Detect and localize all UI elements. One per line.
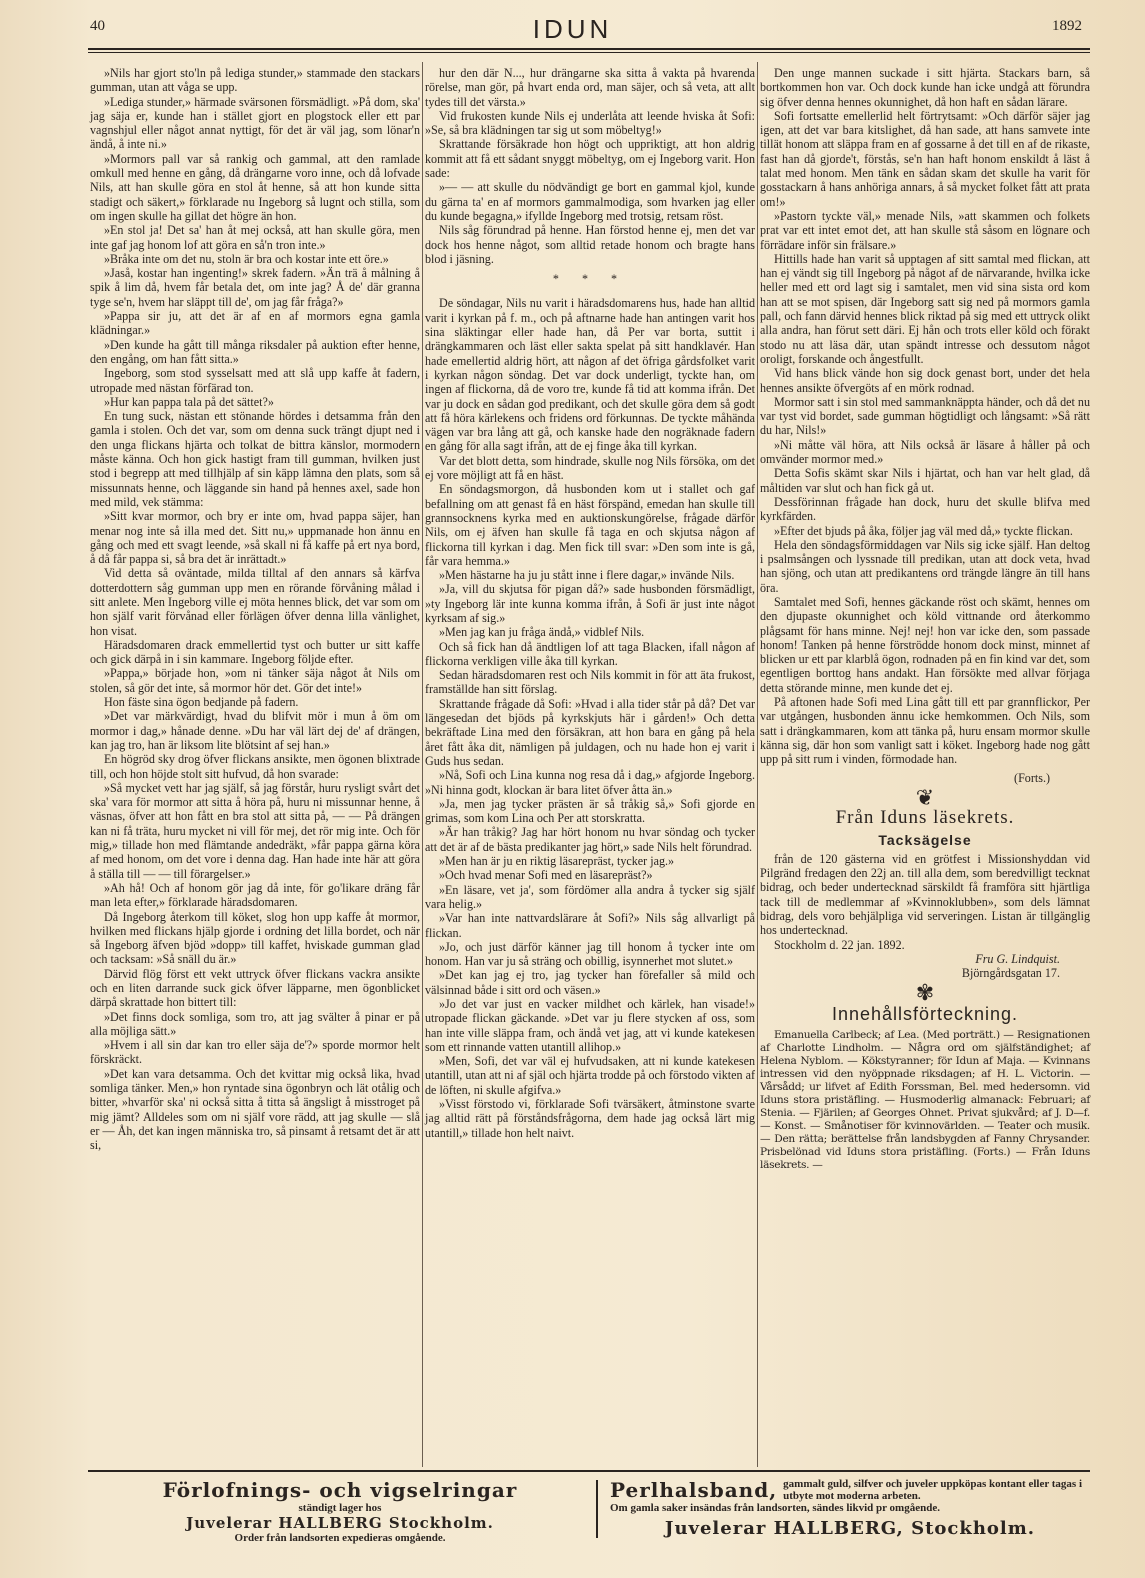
paragraph: »Men jag kan ju fråga ändå,» vidblef Nils.	[439, 625, 645, 640]
middle-column-top	[425, 66, 755, 266]
story-continuation	[760, 66, 1090, 767]
paragraph: »Hvem i all sin dar kan tro eller säja de'?» sporde mormor helt förskräckt.	[90, 1038, 420, 1067]
paragraph: »Så mycket vett har jag själf, så jag förstår, huru rysligt svårt det ska' vara för mormor att sitta å höra på, huru ni missunnar henne, å väsnas, öfver att hon fått en bra stol att sitta på, — — På drängen kan ni få träta, huru mycket ni vill för mej, det rör mig inte. Och för mig,» tillade hon med flämtande andedräkt, »får pappa gärna köra af med honom, om det vore i denna dag. Han hade inte här att göra å ställa till — — till förargelser.»	[90, 780, 420, 881]
paragraph: »Och hvad menar Sofi med en läsarepräst?»	[439, 868, 653, 883]
paragraph: »Jo det var just en vacker mildhet och kärlek, han visade!» utropade flickan gäckande. »Det var ju flere stycken af oss, som han inte ville släppa fram, och ändå vet jag, att vi kunde katekesen som ett rinnande vatten utantill allihop.»	[425, 997, 755, 1054]
paragraph: »Men han är ju en riktig läsarepräst, tycker jag.»	[439, 854, 675, 869]
paragraph: hur den där N..., hur drängarne ska sitta å vakta på hvarenda rörelse, man gör, på hvart enda ord, man säjer, och så veta, att allt tydes till det värsta.»	[425, 66, 755, 109]
paragraph: En högröd sky drog öfver flickans ansikte, men ögonen blixtrade till, och hon höjde stolt sitt hufvud, då hon svarade:	[90, 752, 420, 781]
paragraph: »Ja, men jag tycker prästen är så tråkig så,» Sofi gjorde en grimas, som kom Lina och Per att storskratta.	[425, 796, 755, 826]
advertisement-rings	[90, 1478, 590, 1544]
ornament-icon: ❦	[915, 784, 935, 810]
paragraph: »Jaså, kostar han ingenting!» skrek fadern. »Än trä å målning å spik å lim då, hvem får betala det, om inte jag? Å de' där granna tyge se'n, hvem har släppt till de', om jag får fråga?»	[90, 266, 420, 309]
paragraph: Nils såg förundrad på henne. Han förstod henne ej, men det var dock hos henne något, som alltid retade honom och bragte hans blod i jäsning.	[425, 223, 755, 266]
paragraph: Ingeborg, som stod sysselsatt med att slå upp kaffe åt fadern, utropade med nästan förfärad ton.	[90, 366, 420, 395]
paragraph: »Jo, och just därför känner jag till honom å tycker inte om honom. Han var ju så sträng och obillig, isynnerhet mot slutet.»	[425, 939, 755, 969]
ad-text: ständigt lager hos	[298, 1502, 382, 1514]
left-column	[90, 66, 420, 1153]
paragraph: En tung suck, nästan ett stönande hördes i detsamma från den gamla i stolen. Och det var, som om denna suck trängt djupt ned i den unga flickans hjärta och tolkat de bittra känslor, mormodern måste känna. Och hon gick hastigt fram till gumman, hvilken just stod i begrepp att med tillhjälp af sin käpp lämna den plats, som så missunnats henne, och läggande sin hand på hennes axel, sade hon med mild, vek stämma:	[90, 409, 420, 509]
paragraph: De söndagar, Nils nu varit i häradsdomarens hus, hade han alltid varit i kyrkan på f. m., och på aftnarne hade han antingen varit hos sina släktingar eller hade han, då Per var borta, suttit i drängkammaren och läst eller sakta spelat på sitt handklavér. Han hade emellertid aldrig hört, att någon af det öfriga gårdsfolket varit i kyrkan någon söndag. Det var dock underligt, tyckte han, om ingen af flickorna, då de voro tre, kunde få tid att komma ifrån. Det var ju dock en sådan god predikant, och det skulle göra dem så godt att få höra kärlekens och fridens ord förkunnas. De tyckte måhända vägen var bra lång att gå, och kanske hade den nogräknade fadern en gång för alla sagt ifrån, att de ej finge åka till kyrkan.	[425, 296, 755, 454]
column-divider	[422, 62, 423, 1467]
paragraph: Då Ingeborg återkom till köket, slog hon upp kaffe åt mormor, hvilken med flickans hjälp gjorde i ordning det lilla bordet, och när så Ingeborg äfven bjöd »dopp» till kaffet, hviskade gumman glad och tacksam: »Så snäll du är.»	[90, 909, 420, 967]
paragraph: Hittills hade han varit så upptagen af sitt samtal med flickan, att han ej vändt sig till Ingeborg på något af de närvarande, hvilka icke heller med ett ord lagt sig i samtalet, men vid sina sista ord kom han att se mot spisen, där Ingeborg satt sig ned på mormors gamla pall, och fann därvid hennes blick riktad på sig med ett uttryck olikt alla andra, han förut sett däri. Ej hån och trots eller köld och förakt stodo nu att läsa där, utan spändt intresse och dessutom något oroligt, forskande och ångestfullt.	[760, 251, 1090, 366]
paragraph: »— — att skulle du nödvändigt ge bort en gammal kjol, kunde du gärna ta' en af mormors gammalmodiga, som hvarken jag eller du kunde begagna,» ifyllde Ingeborg med trotsig, retsam röst.	[425, 180, 755, 223]
paragraph: »Sitt kvar mormor, och bry er inte om, hvad pappa säjer, han menar nog inte så illa med det. Sitt nu,» uppmanade hon ännu en gång och med ett svagt leende, »så skall ni få kaffe på ert nya bord, å då får pappa si, så bra det är inrättadt.»	[90, 509, 420, 567]
paragraph: »Ni måtte väl höra, att Nils också är läsare å håller på och omvänder mormor med.»	[760, 437, 1090, 467]
middle-column-bottom	[425, 296, 755, 1140]
thanks-body: från de 120 gästerna vid en grötfest i Missionshyddan vid Pilgränd fredagen den 22j an. till alla dem, som beredvilligt tecknat bidrag, och beder undertecknad särskildt få framföra sitt hjärtliga tack till de medlemmar af »Kvinnoklubben», som dels lämnat bidrag, dels voro behjälpliga vid serveringen. Listan är tillgänglig hos undertecknad.	[760, 851, 1090, 938]
paragraph: Vid hans blick vände hon sig dock genast bort, under det hela hennes ansikte öfvergöts af en mörk rodnad.	[760, 366, 1090, 395]
paragraph: »Pappa sir ju, att det är af en af mormors egna gamla klädningar.»	[90, 309, 420, 338]
paragraph: »Det kan vara detsamma. Och det kvittar mig också lika, hvad somliga tänker. Men,» hon ryntade sina ögonbryn och lät otålig och bitter, »hvarför ska' ni också sitta å titta så ängsligt å misstroget på mig jämt? Alldeles som om ni själf vore rädd, att jag skulle — slå er — Åh, det kan ingen människa tro, så pinsamt å retsamt det är att si,	[90, 1066, 420, 1153]
ad-jeweler: Juvelerar HALLBERG, Stockholm.	[664, 1518, 1036, 1539]
contents-heading: Innehållsförteckning.	[831, 1003, 1019, 1024]
floral-ornament-icon: ✾	[915, 980, 935, 1006]
paragraph: Skrattande försäkrade hon högt och uppriktigt, att hon aldrig kommit att få ett sådant snyggt möbeltyg, om ej Ingeborg varit. Hon sade:	[425, 137, 755, 181]
middle-column	[425, 66, 755, 1140]
paragraph: »Det var märkvärdigt, hvad du blifvit mör i mun å öm om mormor i dag,» hånade denne. »Du har väl lärt dej de' af drängen, kan jag tro, han är liksom lite blötsint af sej han.»	[90, 709, 420, 752]
paragraph: »Var han inte nattvardslärare åt Sofi?» Nils såg allvarligt på flickan.	[425, 911, 755, 940]
paragraph: Vid frukosten kunde Nils ej underlåta att leende hviska åt Sofi: »Se, så bra klädningen tar sig ut som möbeltyg!»	[425, 108, 755, 138]
paragraph: Detta Sofis skämt skar Nils i hjärtat, och han var helt glad, då måltiden var slut och han fick gå ut.	[760, 466, 1090, 495]
ad-headline: Förlofnings- och vigselringar	[162, 1478, 518, 1502]
paragraph: Skrattande frågade då Sofi: »Hvad i alla tider står på då? Det var längesedan det bjöds på kyrkskjuts här i gården!» Och detta bekräftade Lina med den försäkran, att hon bara en gång på hela året fått åka dit, nämligen på juldagen, och nu hade hon ej varit i Guds hus sedan.	[425, 696, 755, 768]
paragraph: »Efter det bjuds på åka, följer jag väl med då,» tyckte flickan.	[774, 523, 1073, 538]
paragraph: Hela den söndagsförmiddagen var Nils sig icke själf. Han deltog i psalmsången och lyssnade till predikan, utan att dock veta, hvad han sjöng, och utan att predikantens ord trängde längre än till hans öra.	[760, 537, 1090, 595]
paragraph: Dessförinnan frågade han dock, huru det skulle blifva med kyrkfärden.	[760, 494, 1090, 524]
paragraph: Hon fäste sina ögon bedjande på fadern.	[104, 695, 299, 710]
paragraph: Den unge mannen suckade i sitt hjärta. Stackars barn, så bortkommen hon var. Och dock kunde han icke undgå att förundra sig öfver denna hennes okunnighet, då hon haft en sådan lärare.	[760, 66, 1090, 109]
paragraph: »En stol ja! Det sa' han åt mej också, att han skulle göra, men inte gaf jag honom lof att göra en så'n tron inte.»	[90, 223, 420, 252]
paragraph: »Men hästarne ha ju ju stått inne i flere dagar,» invände Nils.	[439, 568, 735, 583]
signature: Fru G. Lindquist.	[975, 951, 1060, 966]
place-date: Stockholm d. 22 jan. 1892.	[774, 937, 905, 952]
continued-note: (Forts.)	[1014, 770, 1050, 785]
paragraph: Samtalet med Sofi, hennes gäckande röst och skämt, hennes om den djupaste okunnighet och köld vittnande ord återkommo plågsamt för hans minne. Nej! nej! hon var icke den, som passade honom! Tanken på henne förströdde honom dock minst, minnet af blicken ur ett par klarblå ögon, rodnaden på en fin kind var det, som egentligen borttog hans andakt. Han försökte med allvar förjaga detta störande minne, men kunde det ej.	[760, 594, 1090, 695]
paragraph: Mormor satt i sin stol med sammanknäppta händer, och då det nu var tyst vid bordet, sade gumman högtidligt och långsamt: »Så rätt du har, Nils!»	[760, 394, 1090, 438]
paragraph: »En läsare, vet ja', som fördömer alla andra å tycker sig själf vara helig.»	[425, 882, 755, 911]
ad-text: Om gamla saker insändas från landsorten, sändes likvid pr omgående.	[610, 1502, 940, 1514]
paragraph: »Är han tråkig? Jag har hört honom nu hvar söndag och tycker att det är af de bästa predikanter jag hört,» sade Nils helt förundrad.	[425, 825, 755, 854]
paragraph: På aftonen hade Sofi med Lina gått till ett par grannflickor, Per var utgången, husbonden ännu icke hemkommen. Och Nils, som satt i drängkammaren, kom att tänka på, huru ensam mormor skulle känna sig, där hon som vanligt satt i köket. Ingeborg hade nog gått upp på sitt rum i vinden, förmodade han.	[760, 695, 1090, 767]
ad-jeweler: Juvelerar HALLBERG Stockholm.	[186, 1514, 494, 1532]
section-separator: * * *	[552, 272, 628, 287]
paragraph: Var det blott detta, som hindrade, skulle nog Nils försöka, om det ej vore möjligt att få en häst.	[425, 453, 755, 483]
ad-headline: Perlhalsband,	[610, 1478, 778, 1502]
masthead-title: IDUN	[532, 14, 613, 44]
paragraph: »Det kan jag ej tro, jag tycker han förefaller så mild och välsinnad både i sitt ord och väsen.»	[425, 968, 755, 997]
paragraph: En söndagsmorgon, då husbonden kom ut i stallet och gaf befallning om att genast få en häst förspänd, emedan han skulle till grannsocknens kyrka med en auktionskungörelse, frågade därför Nils, om ej äfven han skulle få taga en och skjutsa någon af flickorna till kyrkan i dag. Men fick till svar: »Den som inte is gå, får vara hemma.»	[425, 482, 755, 568]
paragraph: »Nils har gjort sto'ln på lediga stunder,» stammade den stackars gumman, utan att våga se upp.	[90, 66, 420, 95]
thanks-heading: Tacksägelse	[878, 832, 972, 849]
address: Björngårdsgatan 17.	[961, 966, 1060, 981]
paragraph: »Men, Sofi, det var väl ej hufvudsaken, att ni kunde katekesen utantill, utan att ni af själ och hjärta trodde på och förstodo vikten af de löften, ni skulle afgifva.»	[425, 1054, 755, 1097]
paragraph: Sofi fortsatte emellerlid helt förtrytsamt: »Och därför säjer jag igen, att det var bara kitslighet, då han sade, att hans samvete inte tillät honom att släppa fram en af gossarne å det till en af de rikaste, fast han då gjorde't, förstås, se'n han haft honom enskildt å läst å talat med honom. Men tänk en sådan skam det skulle ha varit för gosstackarn å hans anhöriga annars, å så mycket folket fått att prata om!»	[760, 108, 1090, 209]
header-rule-thin	[88, 52, 1090, 53]
paragraph: »Lediga stunder,» härmade svärsonen försmädligt. »På dom, ska' jag säja er, kunde han i stället gjort en plogstock eller ett par vagnshjul eller något annat nyttigt, för det är väl jag, som lönar'n ändå, å inte ni.»	[90, 94, 420, 152]
contents-body: Emanuella Carlbeck; af Lea. (Med porträtt.) — Resignationen af Charlotte Lindholm. — Några ord om själfständighet; af Helena Nyblom. — Kökstyranner; för Idun af Maja. — Kvinnans intressen vid den nyöppnade riksdagen; af H. L. Victorin. — Vårsådd; ur lifvet af Edith Forssman, Bel. med hedersomn. vid Iduns stora pristäfling. — Husmoderlig almanack: Februari; af Stenia. — Fjärilen; af Georges Ohnet. Privat sjukvård; af J. D—f. — Konst. — Smånotiser för kvinnovärlden. — Teater och musik. — Den rätta; berättelse från landsbygden af Fanny Chrysander. Prisbelönad vid Iduns stora pristäfling. (Forts.) — Från Iduns läsekrets. —	[760, 1029, 1090, 1171]
column-divider	[757, 62, 758, 1467]
paragraph: »Den kunde ha gått till många riksdaler på auktion efter henne, den engång, om han fått sitta.»	[90, 337, 420, 366]
paragraph: Sedan häradsdomaren rest och Nils kommit in för att äta frukost, framställde han sitt förslag.	[425, 668, 755, 697]
ad-note: gammalt guld, silfver och juveler uppköpas kontant eller tagas i utbyte mot moderna arbeten.	[783, 1478, 1083, 1502]
paragraph: »Pastorn tyckte väl,» menade Nils, »att skammen och folkets prat var ett intet emot det, att han skulle stå såsom en lögnare och förrädare inför sin frälsare.»	[760, 208, 1090, 252]
paragraph: Och så fick han då ändtligen lof att taga Blacken, ifall någon af flickorna verkligen ville åka till kyrkan.	[425, 639, 755, 668]
paragraph: »Hur kan pappa tala på det sättet?»	[104, 394, 274, 409]
paragraph: Därvid flög först ett vekt uttryck öfver flickans vackra ansikte och en liten darrande suck gick öfver läpparne, men ögonblicket därpå skrattade hon bittert till:	[90, 966, 420, 1010]
right-column	[760, 66, 1090, 1172]
paragraph: Vid detta så oväntade, milda tilltal af den annars så kärfva dotterdottern såg gumman upp men en rörande förvåning målad i sitt anlete. Men Ingeborg ville ej möta hennes blick, det var som om hon själf varit förvånad eller förlägen öfver denna lilla vänlighet, hon visat.	[90, 566, 420, 638]
ad-divider	[596, 1480, 598, 1538]
advertisement-necklaces	[610, 1478, 1090, 1539]
year: 1892	[1052, 18, 1082, 34]
paragraph: »Det finns dock somliga, som tro, att jag svälter å pinar er på alla möjliga sätt.»	[90, 1009, 420, 1038]
paragraph: »Mormors pall var så rankig och gammal, att den ramlade omkull med henne en gång, då drängarne voro inne, och då lofvade Nils, att han skulle göra en stol åt henne, så att hon kunde sitta stadigt och säkert,» förklarade nu Ingeborg så lugnt och stilla, som om ingen skulle ha gillat det högre än hon.	[90, 151, 420, 223]
page-number: 40	[90, 18, 105, 34]
paragraph: »Visst förstodo vi, förklarade Sofi tvärsäkert, åtminstone svarte jag alltid rätt på förståndsfrågorna, dem hade jag också lärt mig utantill,» tillade hon helt naivt.	[425, 1097, 755, 1140]
readers-section-heading: Från Iduns läsekrets.	[835, 807, 1015, 829]
footer-rule	[88, 1470, 1090, 1472]
header-rule	[88, 48, 1090, 50]
paragraph: »Bråka inte om det nu, stoln är bra och kostar inte ett öre.»	[104, 251, 389, 266]
paragraph: »Nå, Sofi och Lina kunna nog resa då i dag,» afgjorde Ingeborg. »Ni hinna godt, klockan är bara litet öfver åtta än.»	[425, 768, 755, 797]
ad-text: Order från landsorten expedieras omgående.	[234, 1532, 446, 1544]
paragraph: »Pappa,» började hon, »om ni tänker säja något åt Nils om stolen, så gör det inte, så mormor hör det. Gör det inte!»	[90, 666, 420, 695]
paragraph: Häradsdomaren drack emmellertid tyst och butter ur sitt kaffe och gick därpå in i sin kammare. Ingeborg följde efter.	[90, 637, 420, 667]
paragraph: »Ah hå! Och af honom gör jag då inte, för go'likare dräng får man leta efter,» förklarade häradsdomaren.	[90, 880, 420, 910]
paragraph: »Ja, vill du skjutsa för pigan då?» sade husbonden försmädligt, »ty Ingeborg lär inte kunna komma ifrån, å Sofi är just inte något kyrksam af sig.»	[425, 582, 755, 625]
